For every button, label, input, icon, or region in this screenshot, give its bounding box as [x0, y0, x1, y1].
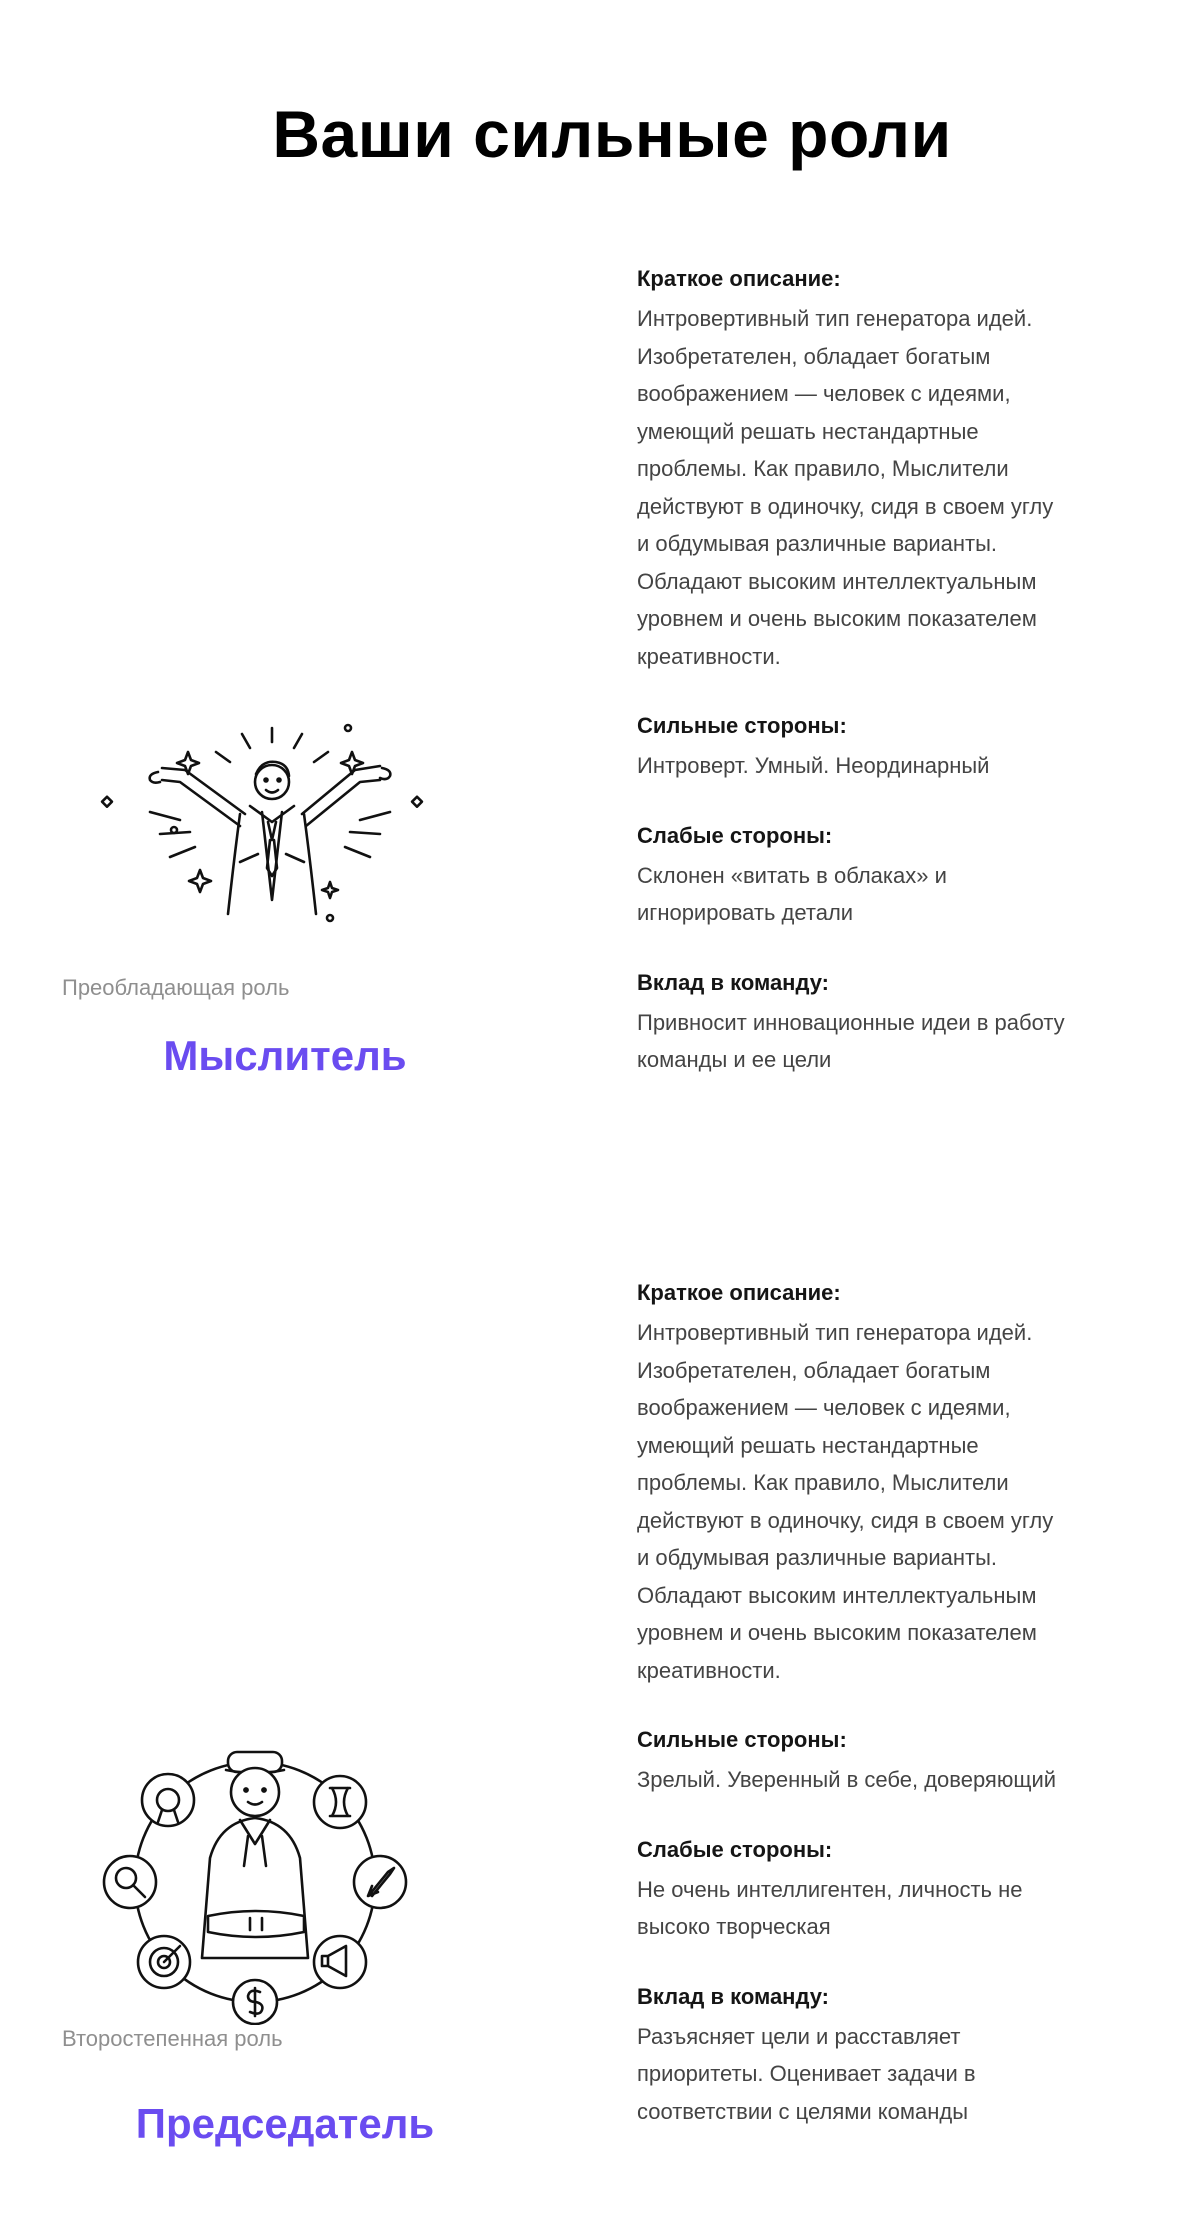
- section-heading: Краткое описание:: [637, 266, 841, 291]
- section-strengths: [637, 711, 1157, 785]
- section-heading: Слабые стороны:: [637, 1836, 833, 1862]
- role-caption: Второстепенная роль: [62, 2026, 283, 2051]
- section-summary: [637, 264, 1157, 675]
- section-text: Разъясняет цели и расставляет приоритеты. Оценивает задачи в соответствии с целями команды: [637, 2023, 976, 2124]
- section-text: Зрелый. Уверенный в себе, доверяющий: [637, 1767, 1057, 1792]
- section-heading: Сильные стороны:: [637, 713, 847, 738]
- man-celebrating-icon: [90, 722, 440, 927]
- section-heading: Вклад в команду:: [637, 1983, 829, 2009]
- section-text: Склонен «витать в облаках» и игнорировать детали: [637, 862, 947, 925]
- section-summary: [637, 1278, 1157, 1689]
- section-text: Интровертивный тип генератора идей. Изобретателен, обладает богатым воображением — человек с идеями, умеющий решать нестандартные проблемы. Как правило, Мыслители действуют в одиночку, сидя в своем углу и обдумывая различные варианты. Обладают высоким интеллектуальным уровнем и очень высоким показателем креативности.: [637, 306, 1054, 669]
- role-info: [637, 264, 1157, 1115]
- section-contribution: [637, 1982, 1157, 2131]
- section-text: Привносит инновационные идеи в работу команды и ее цели: [637, 1009, 1065, 1072]
- role-info: [637, 1278, 1157, 2166]
- section-contribution: [637, 968, 1157, 1079]
- section-weaknesses: [637, 1835, 1157, 1946]
- section-heading: Вклад в команду:: [637, 969, 829, 995]
- section-heading: Сильные стороны:: [637, 1727, 847, 1752]
- section-heading: Слабые стороны:: [637, 822, 833, 848]
- role-caption: Преобладающая роль: [62, 975, 290, 1000]
- role-name: Мыслитель: [163, 1032, 407, 1079]
- section-text: Интровертивный тип генератора идей. Изобретателен, обладает богатым воображением — человек с идеями, умеющий решать нестандартные проблемы. Как правило, Мыслители действуют в одиночку, сидя в своем углу и обдумывая различные варианты. Обладают высоким интеллектуальным уровнем и очень высоким показателем креативности.: [637, 1320, 1054, 1683]
- section-strengths: [637, 1725, 1157, 1799]
- section-heading: Краткое описание:: [637, 1280, 841, 1305]
- man-with-skill-circle-icon: [100, 1740, 410, 2025]
- section-text: Не очень интеллигентен, личность не высоко творческая: [637, 1876, 1023, 1939]
- page-title: Ваши сильные роли: [272, 97, 952, 172]
- section-weaknesses: [637, 821, 1157, 932]
- section-text: Интроверт. Умный. Неординарный: [637, 753, 990, 778]
- role-name: Председатель: [135, 2100, 435, 2147]
